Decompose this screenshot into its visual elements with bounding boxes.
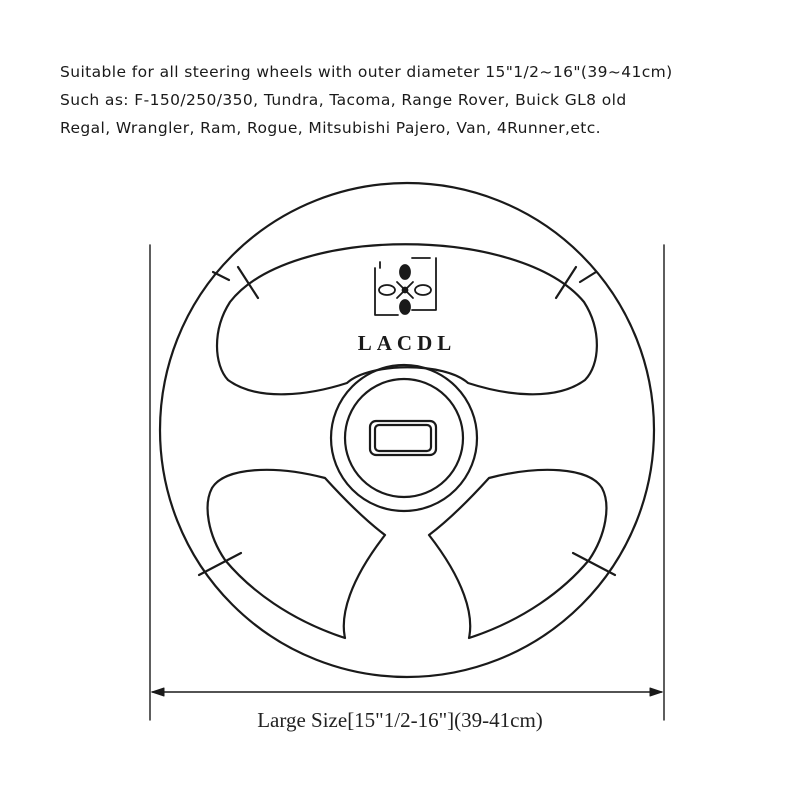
inner-rim-bottom-right-opening (429, 470, 606, 638)
dimension-label: Large Size[15"1/2-16"](39-41cm) (257, 708, 543, 732)
brand-name: LACDL (357, 331, 457, 355)
description-line-1: Suitable for all steering wheels with outer diameter 15"1/2~16"(39~41cm) (60, 63, 673, 81)
rim-cuff-top-left-inner (238, 267, 258, 298)
dimension-arrowhead-right (650, 688, 662, 696)
horn-button-inner-rect (375, 425, 431, 451)
dimension-arrowhead-left (152, 688, 164, 696)
rim-cuff-top-right-inner (556, 267, 576, 298)
hub-outer-ring (331, 365, 477, 511)
rim-cuff-top-right-outer (580, 272, 596, 282)
description-line-2: Such as: F-150/250/350, Tundra, Tacoma, Range Rover, Buick GL8 old (60, 91, 627, 109)
hub-inner-ring (345, 379, 463, 497)
description-line-3: Regal, Wrangler, Ram, Rogue, Mitsubishi Pajero, Van, 4Runner,etc. (60, 119, 602, 137)
lacdl-logo-icon (375, 258, 436, 315)
rim-cuff-top-left-outer (213, 272, 229, 280)
wheel-outer-rim (160, 183, 654, 677)
